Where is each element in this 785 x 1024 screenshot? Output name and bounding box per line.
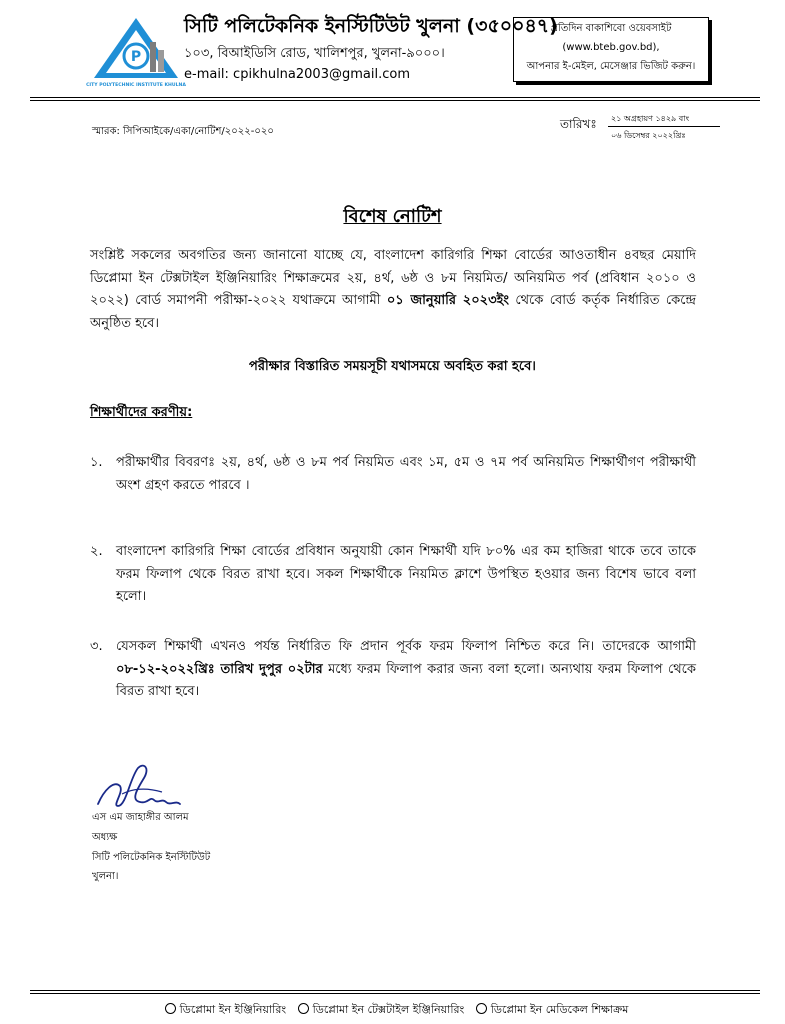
notice-title: বিশেষ নোটিশ: [343, 206, 442, 227]
footer-divider-secondary: [30, 993, 760, 994]
footer-programs: [0, 1001, 785, 1020]
intro-text-after: থেকে বোর্ড কর্তৃক নির্ধারিত কেন্দ্রে অনুষ্ঠিত হবে।: [90, 293, 696, 331]
signatory-institute: সিটি পলিটেকনিক ইনস্টিটিউট: [92, 852, 211, 863]
institute-address: ১০৩, বিআইডিসি রোড, খালিশপুর, খুলনা-৯০০০।: [184, 46, 445, 61]
duty-item-number: ৩.: [90, 639, 103, 654]
svg-text:P: P: [130, 49, 142, 65]
date-divider: [608, 126, 720, 127]
circle-bullet-icon: [165, 1003, 176, 1014]
signatory-designation: অধ্যক্ষ: [92, 832, 118, 843]
duty-item: [90, 636, 696, 704]
duty-item-text: [116, 636, 696, 704]
bteb-box-line-2: (www.bteb.gov.bd),: [562, 42, 660, 53]
student-duties-heading: শিক্ষার্থীদের করণীয়:: [90, 405, 193, 420]
duty-item-text: বাংলাদেশ কারিগরি শিক্ষা বোর্ডের প্রবিধান অনুযায়ী কোন শিক্ষার্থী যদি ৮০% এর কম হাজিরা থাকে তবে তাকে ফরম ফিলাপ থেকে বিরত রাখা হবে। সকল শিক্ষার্থীকে নিয়মিত ক্লাশে উপস্থিত হওয়ার জন্য বিশেষ ভাবে বলা হলো।: [116, 544, 696, 604]
signatory-name: এস এম জাহাঙ্গীর আলম: [92, 812, 189, 823]
footer-divider: [30, 990, 760, 991]
triangle-p-logo-icon: [86, 16, 186, 88]
footer-program: ডিপ্লোমা ইন টেক্সটাইল ইঞ্জিনিয়ারিং: [312, 1003, 465, 1016]
institute-name: সিটি পলিটেকনিক ইনস্টিটিউট খুলনা (৩৫০০৪৭): [184, 15, 558, 37]
circle-bullet-icon: [476, 1003, 487, 1014]
bteb-box-line-3: আপনার ই-মেইল, মেসেঞ্জার ভিজিট করুন।: [526, 61, 696, 72]
duty-item-text: পরীক্ষার্থীর বিবরণঃ ২য়, ৪র্থ, ৬ষ্ঠ ও ৮ম পর্ব নিয়মিত এবং ১ম, ৫ম ও ৭ম পর্ব অনিয়মিত শিক্ষার্থীগণ পরীক্ষার্থী অংশ গ্রহণ করতে পারবে ।: [116, 455, 696, 493]
intro-text-before: সংশ্লিষ্ট সকলের অবগতির জন্য জানানো যাচ্ছে যে, বাংলাদেশ কারিগরি শিক্ষা বোর্ডের আওতাধীন ৪বছর মেয়াদি ডিপ্লোমা ইন টেক্সটাইল ইঞ্জিনিয়ারিং শিক্ষাক্রমের ২য়, ৪র্থ, ৬ষ্ঠ ও ৮ম নিয়মিত/ অনিয়মিত পর্ব (প্রবিধান ২০১০ ও ২০২২) বোর্ড সমাপনী পরীক্ষা-২০২২ যথাক্রমে আগামী: [90, 248, 696, 308]
institute-email: e-mail: cpikhulna2003@gmail.com: [184, 67, 410, 82]
duty-item-number: ১.: [90, 455, 103, 470]
date-label: তারিখঃ: [560, 117, 597, 131]
notice-intro-paragraph: [90, 245, 696, 335]
bteb-box-line-1: প্রতিদিন বাকাশিবো ওয়েবসাইট: [550, 23, 672, 34]
footer-program: ডিপ্লোমা ইন মেডিকেল শিক্ষাক্রম: [490, 1003, 629, 1016]
duty-item-number: ২.: [90, 544, 103, 559]
schedule-highlight: পরীক্ষার বিস্তারিত সময়সূচী যথাসময়ে অবহিত করা হবে।: [249, 359, 536, 374]
header-divider: [30, 97, 760, 98]
bteb-website-box: [513, 17, 709, 82]
date-gregorian: ০৬ ডিসেম্বর ২০২২খ্রিঃ: [611, 131, 686, 140]
date-bengali-calendar: ২১ অগ্রহায়ণ ১৪২৯ বাং: [611, 114, 690, 123]
exam-start-date: ০১ জানুয়ারি ২০২৩ইং: [386, 293, 509, 308]
form-fillup-deadline: ০৮-১২-২০২২খ্রিঃ তারিখ দুপুর ০২টার: [116, 661, 323, 677]
institute-logo: [86, 16, 186, 88]
duty-item: [90, 541, 696, 609]
header-divider-secondary: [30, 100, 760, 101]
duty-text-after: মধ্যে ফরম ফিলাপ করার জন্য বলা হলো। অন্যথায় ফরম ফিলাপ থেকে বিরত রাখা হবে।: [116, 661, 696, 699]
memo-reference: স্মারক: সিপিআইকে/একা/নোটিশ/২০২২-০২০: [92, 126, 274, 137]
circle-bullet-icon: [298, 1003, 309, 1014]
signatory-city: খুলনা।: [92, 871, 119, 882]
duty-text-before: যেসকল শিক্ষার্থী এখনও পর্যন্ত নির্ধারিত ফি প্রদান পূর্বক ফরম ফিলাপ নিশ্চিত করে নি। তাদেরকে আগামী: [116, 639, 696, 654]
footer-program: ডিপ্লোমা ইন ইঞ্জিনিয়ারিং: [179, 1003, 287, 1016]
duty-item: [90, 452, 696, 497]
svg-text:CITY POLYTECHNIC INSTITUTE KHU: CITY POLYTECHNIC INSTITUTE KHULNA: [86, 83, 186, 88]
